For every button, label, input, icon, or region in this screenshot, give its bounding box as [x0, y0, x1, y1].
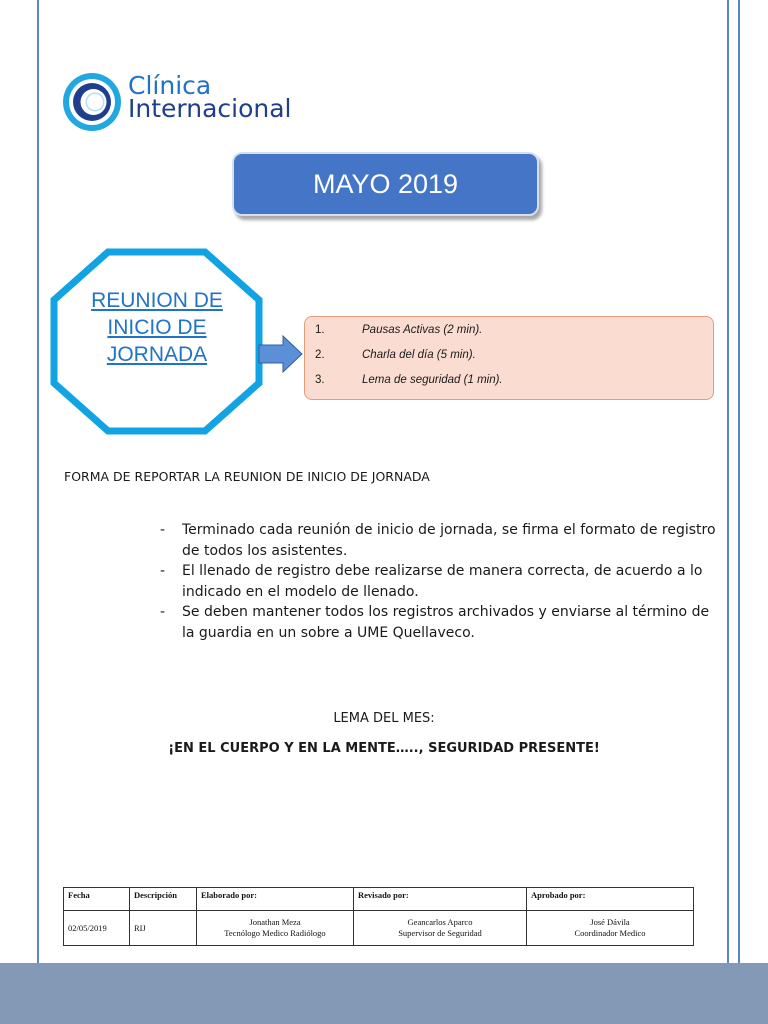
- aprobado-name: José Dávila: [590, 917, 630, 927]
- logo-wordmark: [128, 71, 292, 123]
- bullet-dash: -: [160, 604, 166, 620]
- cell-descripcion: RIJ: [130, 911, 197, 946]
- list-item: [160, 561, 720, 602]
- steps-list: [304, 316, 714, 400]
- step-number: 2.: [315, 349, 325, 361]
- month-banner: MAYO 2019: [232, 152, 539, 216]
- clinic-logo: [62, 70, 322, 132]
- report-section-title: FORMA DE REPORTAR LA REUNION DE INICIO DE JORNADA: [64, 469, 430, 484]
- step-number: 1.: [315, 324, 325, 336]
- cell-elaborado: [197, 911, 354, 946]
- bullet-dash: -: [160, 522, 166, 538]
- footer-band: [0, 963, 768, 1024]
- left-border-line: [37, 0, 39, 1024]
- header-revisado: Revisado por:: [354, 888, 527, 911]
- right-arrow-icon: [258, 334, 304, 374]
- step-text: Charla del día (5 min).: [362, 349, 476, 361]
- bullet-dash: -: [160, 563, 166, 579]
- bullet-text: Se deben mantener todos los registros archivados y enviarse al término de la guardia en un sobre a UME Quellaveco.: [182, 604, 710, 641]
- right-border-line: [727, 0, 729, 1024]
- header-descripcion: Descripción: [130, 888, 197, 911]
- step-text: Lema de seguridad (1 min).: [362, 374, 503, 386]
- logo-line-2: Internacional: [128, 94, 292, 123]
- bullet-text: Terminado cada reunión de inicio de jornada, se firma el formato de registro de todos los asistentes.: [182, 522, 716, 559]
- table-header-row: [64, 888, 694, 911]
- revisado-name: Geancarlos Aparco: [407, 917, 473, 927]
- approval-table: [63, 887, 694, 946]
- list-item: [160, 520, 720, 561]
- step-text: Pausas Activas (2 min).: [362, 324, 483, 336]
- elaborado-name: Jonathan Meza: [249, 917, 301, 927]
- motto-text: ¡EN EL CUERPO Y EN LA MENTE….., SEGURIDAD PRESENTE!: [168, 741, 600, 756]
- revisado-role: Supervisor de Seguridad: [398, 928, 482, 938]
- right-border-line-outer: [738, 0, 740, 1024]
- table-row: [64, 911, 694, 946]
- elaborado-role: Tecnólogo Medico Radiólogo: [224, 928, 326, 938]
- aprobado-role: Coordinador Medico: [574, 928, 646, 938]
- clinic-ring-logo-icon: [62, 72, 122, 132]
- motto-label: LEMA DEL MES:: [333, 711, 435, 726]
- bullet-text: El llenado de registro debe realizarse de manera correcta, de acuerdo a lo indicado en el modelo de llenado.: [182, 563, 703, 600]
- header-aprobado: Aprobado por:: [527, 888, 694, 911]
- cell-fecha: 02/05/2019: [64, 911, 130, 946]
- list-item: [160, 602, 720, 643]
- cell-revisado: [354, 911, 527, 946]
- instructions-list: [160, 520, 720, 643]
- header-elaborado: Elaborado por:: [197, 888, 354, 911]
- cell-aprobado: [527, 911, 694, 946]
- header-fecha: Fecha: [64, 888, 130, 911]
- step-number: 3.: [315, 374, 325, 386]
- meeting-label: REUNION DE INICIO DE JORNADA: [91, 289, 223, 366]
- logo-line-1: Clínica: [128, 71, 212, 100]
